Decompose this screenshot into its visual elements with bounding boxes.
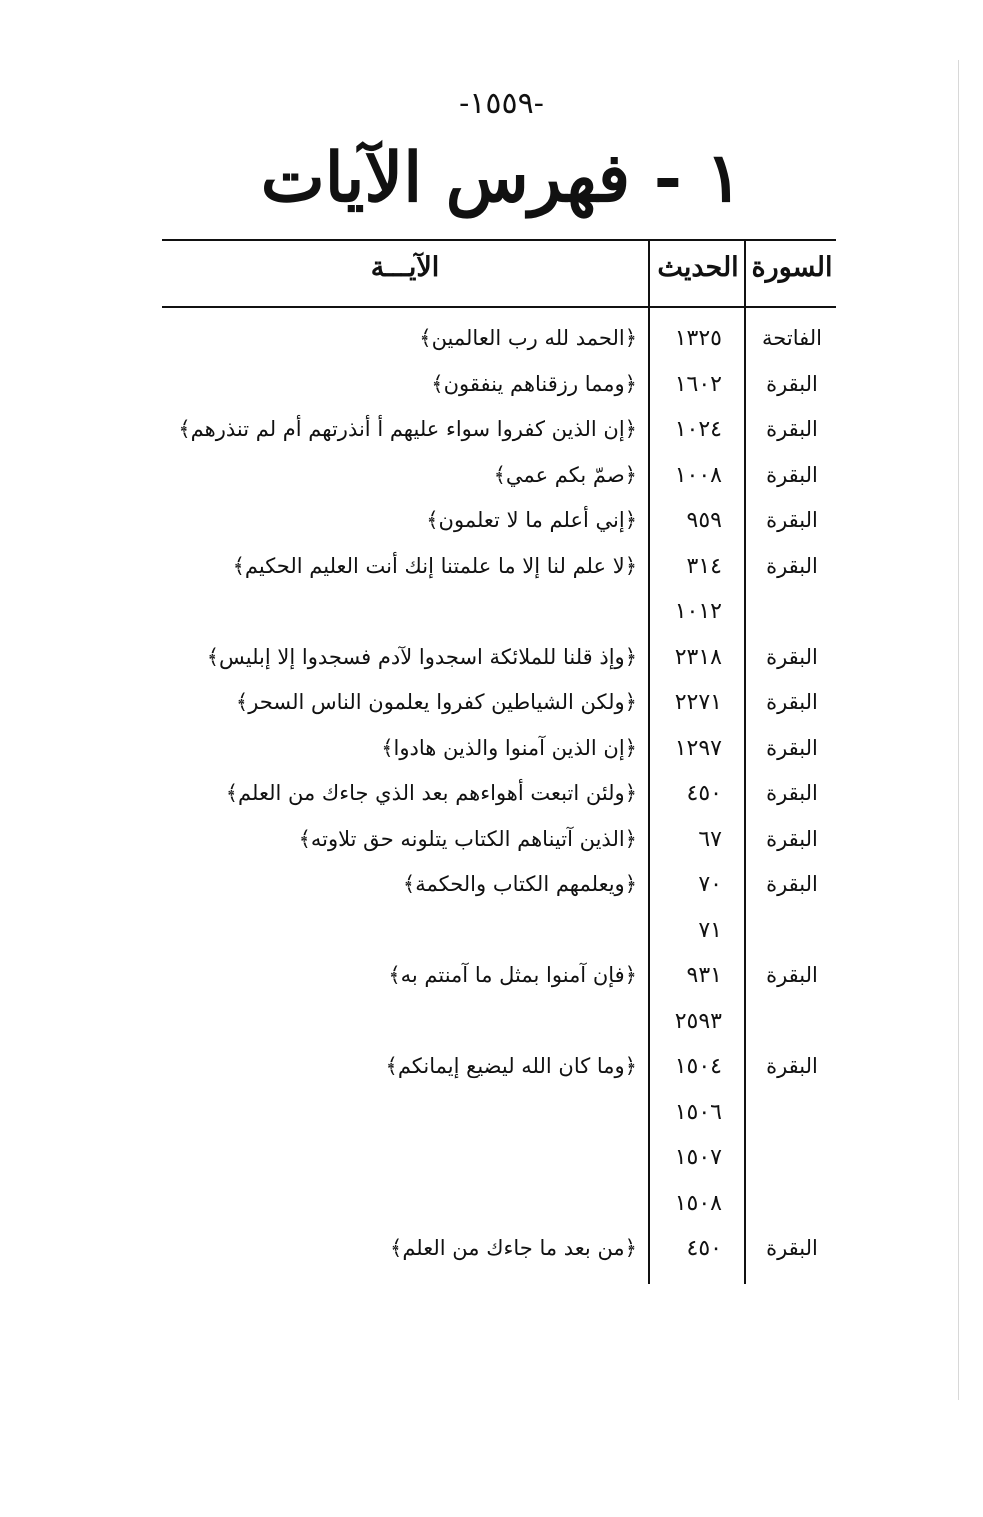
page-title: ١ - فهرس الآيات (260, 138, 743, 218)
ayah-cell: ﴿إن الذين آمنوا والذين هادوا﴾ (381, 735, 637, 760)
hadith-number-cell: ٩٣١ (686, 963, 722, 988)
ayah-cell: ﴿إني أعلم ما لا تعلمون﴾ (426, 508, 637, 532)
table-row (0, 953, 983, 999)
table-row (0, 498, 983, 544)
hadith-number-cell: ٦٧ (698, 826, 722, 852)
surah-cell: البقرة (766, 963, 818, 987)
hadith-number-cell: ٤٥٠ (686, 781, 722, 806)
hadith-number-cell: ٢٣١٨ (674, 644, 722, 670)
ayah-cell: ﴿الحمد لله رب العالمين﴾ (419, 326, 637, 350)
table-row (0, 680, 983, 726)
header-surah: السورة (751, 252, 833, 283)
page-number: -١٥٥٩- (459, 86, 544, 121)
hadith-number-cell: ٧١ (698, 917, 722, 943)
hadith-number-cell: ١٣٢٥ (674, 326, 722, 351)
table-row (0, 635, 983, 681)
ayah-cell: ﴿الذين آتيناهم الكتاب يتلونه حق تلاوته﴾ (298, 826, 637, 851)
hadith-number-cell: ١٥٠٦ (674, 1099, 722, 1125)
table-row (0, 1090, 983, 1136)
header-ayah: الآيـــة (370, 252, 440, 283)
surah-cell: البقرة (766, 872, 818, 896)
table-top-rule (162, 239, 836, 241)
hadith-number-cell: ١٠٢٤ (674, 417, 722, 442)
ayah-cell: ﴿وما كان الله ليضيع إيمانكم﴾ (385, 1054, 637, 1078)
surah-cell: البقرة (766, 371, 818, 396)
hadith-number-cell: ٢٢٧١ (674, 690, 722, 715)
ayah-cell: ﴿إن الذين كفروا سواء عليهم أ أنذرتهم أم لم تنذرهم﴾ (178, 417, 637, 441)
surah-cell: البقرة (766, 1236, 818, 1260)
hadith-number-cell: ١٢٩٧ (674, 735, 722, 761)
ayah-cell: ﴿ولكن الشياطين كفروا يعلمون الناس السحر﴾ (235, 690, 637, 714)
surah-cell: البقرة (766, 690, 818, 714)
ayah-cell: ﴿فإن آمنوا بمثل ما آمنتم به﴾ (388, 963, 637, 987)
surah-cell: البقرة (766, 735, 818, 760)
surah-cell: البقرة (766, 553, 818, 578)
surah-cell: الفاتحة (762, 326, 822, 350)
surah-cell: البقرة (766, 781, 818, 805)
surah-cell: البقرة (766, 417, 818, 441)
hadith-number-cell: ٢٥٩٣ (674, 1008, 722, 1034)
ayah-cell: ﴿من بعد ما جاءك من العلم﴾ (390, 1236, 637, 1260)
table-row (0, 1181, 983, 1227)
table-row (0, 908, 983, 954)
hadith-number-cell: ٤٥٠ (686, 1236, 722, 1261)
table-row (0, 817, 983, 863)
hadith-number-cell: ١٠١٢ (674, 599, 722, 624)
surah-cell: البقرة (766, 462, 818, 487)
surah-cell: البقرة (766, 644, 818, 669)
table-row (0, 1044, 983, 1090)
table-row (0, 544, 983, 590)
hadith-number-cell: ١٥٠٨ (674, 1190, 722, 1216)
hadith-number-cell: ٧٠ (698, 872, 722, 897)
ayah-cell: ﴿وإذ قلنا للملائكة اسجدوا لآدم فسجدوا إلا إبليس﴾ (206, 644, 637, 669)
ayah-cell: ﴿ويعلمهم الكتاب والحكمة﴾ (402, 872, 637, 896)
ayah-cell: ﴿ومما رزقناهم ينفقون﴾ (431, 371, 637, 396)
index-table-body (0, 316, 983, 1272)
table-row (0, 362, 983, 408)
surah-cell: البقرة (766, 826, 818, 851)
hadith-number-cell: ١٠٠٨ (674, 462, 722, 488)
hadith-number-cell: ١٥٠٤ (674, 1054, 722, 1079)
hadith-number-cell: ٣١٤ (686, 553, 722, 579)
hadith-number-cell: ٩٥٩ (686, 508, 722, 533)
table-row (0, 726, 983, 772)
hadith-number-cell: ١٥٠٧ (674, 1145, 722, 1170)
surah-cell: البقرة (766, 1054, 818, 1078)
ayah-cell: ﴿لا علم لنا إلا ما علمتنا إنك أنت العليم الحكيم﴾ (232, 553, 637, 578)
table-row (0, 453, 983, 499)
surah-cell: البقرة (766, 508, 818, 532)
table-row (0, 1135, 983, 1181)
table-row (0, 1226, 983, 1272)
hadith-number-cell: ١٦٠٢ (674, 371, 722, 397)
table-row (0, 316, 983, 362)
ayah-cell: ﴿ولئن اتبعت أهواءهم بعد الذي جاءك من العلم﴾ (225, 781, 637, 805)
header-hadith: الحديث (657, 252, 739, 283)
table-row (0, 589, 983, 635)
table-row (0, 771, 983, 817)
table-row (0, 999, 983, 1045)
table-header-rule (162, 306, 836, 308)
table-row (0, 862, 983, 908)
ayah-cell: ﴿صمّ بكم عمي﴾ (493, 462, 637, 487)
table-row (0, 407, 983, 453)
